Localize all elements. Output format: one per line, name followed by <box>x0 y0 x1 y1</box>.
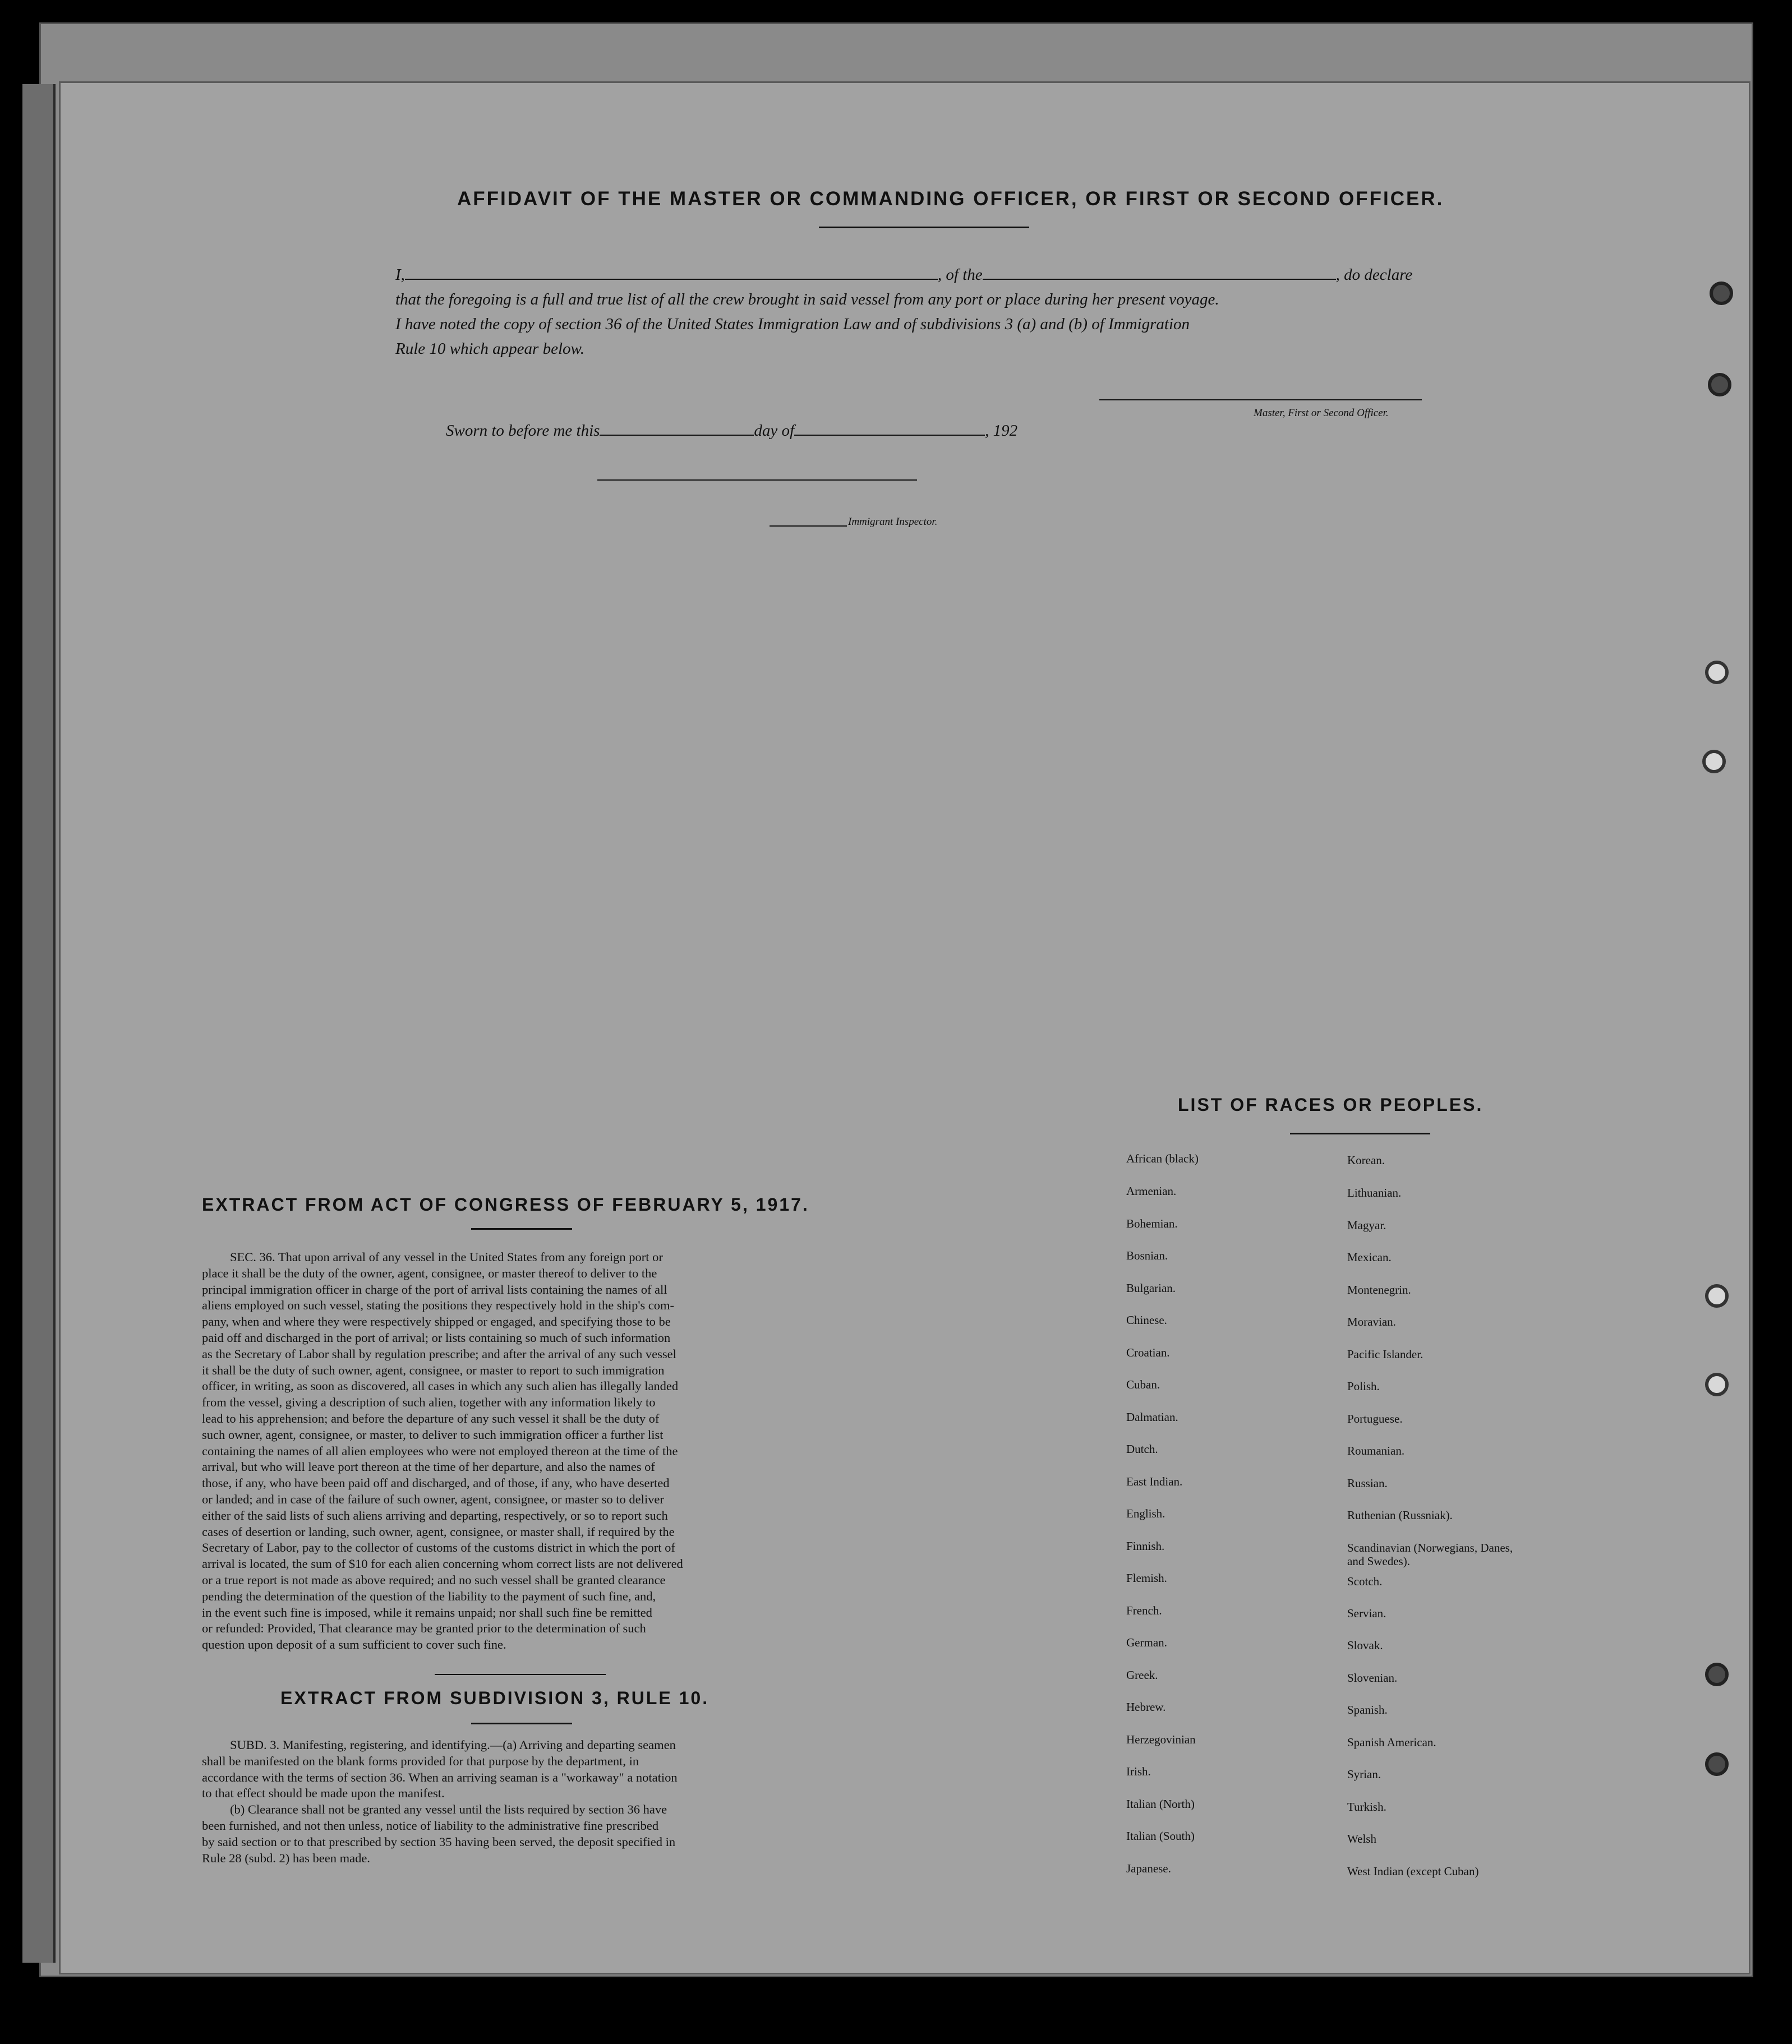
race-item: Magyar. <box>1347 1219 1386 1232</box>
races-title-rule <box>1290 1133 1430 1134</box>
race-item: Spanish. <box>1347 1703 1388 1717</box>
punch-hole-icon <box>1705 1373 1729 1396</box>
rule-line: SUBD. 3. Manifesting, registering, and identifying.—(a) Arriving and departing seamen <box>230 1738 676 1752</box>
section-divider <box>435 1674 606 1675</box>
sworn-prefix: Sworn to before me this <box>446 422 600 440</box>
inspector-signature-line <box>597 479 917 481</box>
act-line: pany, when and where they were respectively shipped or engaged, and specifying those to be <box>202 1314 671 1329</box>
race-item: Ruthenian (Russniak). <box>1347 1508 1453 1522</box>
act-line: paid off and discharged in the port of arrival; or lists containing so much of such information <box>202 1330 671 1345</box>
race-item: Slovenian. <box>1347 1671 1398 1685</box>
affidavit-title: AFFIDAVIT OF THE MASTER OR COMMANDING OFFICER, OR FIRST OR SECOND OFFICER. <box>457 188 1444 210</box>
month-blank <box>794 433 985 436</box>
race-item: Greek. <box>1126 1668 1158 1682</box>
race-item: Italian (South) <box>1126 1829 1195 1843</box>
declaration-line-2: that the foregoing is a full and true list of all the crew brought in said vessel from any port or place during her present voyage. <box>395 290 1219 308</box>
rule-line: been furnished, and not then unless, notice of liability to the administrative fine prescribed <box>202 1818 659 1833</box>
race-item: Turkish. <box>1347 1800 1386 1814</box>
binding-edge <box>22 84 56 1963</box>
race-item: Montenegrin. <box>1347 1283 1411 1296</box>
day-of-text: day of <box>754 422 795 440</box>
declaration-line-1 <box>395 262 1450 287</box>
race-item: Italian (North) <box>1126 1797 1195 1811</box>
race-item: Polish. <box>1347 1379 1380 1393</box>
name-blank <box>405 278 938 280</box>
act-line: as the Secretary of Labor shall by regulation prescribe; and after the arrival of any such vessel <box>202 1346 676 1361</box>
signature-line <box>1099 399 1422 400</box>
act-line: aliens employed on such vessel, stating the positions they respectively hold in the ship's com- <box>202 1298 675 1313</box>
act-line: those, if any, who have been paid off and discharged, and of those, if any, who have deserted <box>202 1476 670 1491</box>
race-item: German. <box>1126 1636 1167 1649</box>
race-item: Pacific Islander. <box>1347 1348 1424 1361</box>
rule-line: by said section or to that prescribed by section 35 having been served, the deposit specified in <box>202 1834 676 1849</box>
race-item: Croatian. <box>1126 1346 1170 1359</box>
act-line: officer, in writing, as soon as discovered, all cases in which any such alien has illegally landed <box>202 1379 679 1394</box>
punch-hole-icon <box>1708 373 1731 396</box>
race-item: Scotch. <box>1347 1575 1383 1588</box>
act-line: pending the determination of the question of the liability to the payment of such fine, and, <box>202 1589 656 1603</box>
race-item: Slovak. <box>1347 1639 1383 1652</box>
race-item: Roumanian. <box>1347 1444 1405 1457</box>
declaration-line-4: Rule 10 which appear below. <box>395 340 584 358</box>
race-item: Flemish. <box>1126 1571 1167 1585</box>
day-blank <box>600 433 754 436</box>
punch-hole-icon <box>1705 661 1729 684</box>
year-text: , 192 <box>985 422 1018 440</box>
act-line: question upon deposit of a sum sufficient to cover such fine. <box>202 1637 506 1652</box>
race-item: Mexican. <box>1347 1251 1392 1264</box>
title-rule <box>819 227 1029 228</box>
rule-line: Rule 28 (subd. 2) has been made. <box>202 1851 370 1865</box>
rule-line: to that effect should be made upon the manifest. <box>202 1786 445 1801</box>
race-item: Dutch. <box>1126 1442 1158 1456</box>
race-item: Russian. <box>1347 1477 1388 1490</box>
race-item: West Indian (except Cuban) <box>1347 1865 1479 1878</box>
race-item: Lithuanian. <box>1347 1186 1402 1199</box>
inspector-label: Immigrant Inspector. <box>848 516 938 528</box>
act-line: arrival, but who will leave port thereon at the time of her departure, and also the names of <box>202 1460 655 1474</box>
rule-title-rule <box>471 1723 572 1724</box>
rule-extract-body <box>202 1737 824 1866</box>
act-line: either of the said lists of such aliens arriving and departing, respectively, or so to report such <box>202 1508 668 1522</box>
act-line: place it shall be the duty of the owner, agent, consignee, or master thereof to deliver to the <box>202 1266 657 1280</box>
act-line: in the event such fine is imposed, while it remains unpaid; nor shall such fine be remitted <box>202 1605 652 1619</box>
race-item: Bohemian. <box>1126 1217 1178 1230</box>
rule-line: (b) Clearance shall not be granted any vessel until the lists required by section 36 have <box>230 1802 667 1817</box>
act-extract-title: EXTRACT FROM ACT OF CONGRESS OF FEBRUARY 5, 1917. <box>202 1194 809 1215</box>
act-line: arrival is located, the sum of $10 for each alien concerning whom correct lists are not delivered <box>202 1557 683 1571</box>
race-item: Hebrew. <box>1126 1700 1166 1714</box>
act-line: principal immigration officer in charge of the port of arrival lists containing the names of all <box>202 1282 667 1296</box>
race-item: African (black) <box>1126 1152 1199 1165</box>
race-item: French. <box>1126 1604 1162 1617</box>
act-line: such owner, agent, consignee, or master, to deliver to such immigration officer a further list <box>202 1427 664 1442</box>
race-item: Scandinavian (Norwegians, Danes, and Swedes). <box>1347 1541 1513 1568</box>
race-item: Herzegovinian <box>1126 1733 1196 1746</box>
act-line: Secretary of Labor, pay to the collector of customs of the customs district in which the port of <box>202 1540 675 1555</box>
race-item: Irish. <box>1126 1765 1151 1778</box>
act-line: lead to his apprehension; and before the departure of any such vessel it shall be the duty of <box>202 1411 660 1425</box>
punch-hole-icon <box>1705 1284 1729 1308</box>
punch-hole-icon <box>1710 282 1733 305</box>
race-item: Spanish American. <box>1347 1736 1436 1749</box>
race-item: Servian. <box>1347 1607 1386 1620</box>
act-line: or refunded: Provided, That clearance may be granted prior to the determination of such <box>202 1621 646 1636</box>
race-item: Bulgarian. <box>1126 1281 1176 1295</box>
punch-hole-icon <box>1705 1663 1729 1686</box>
race-item: Bosnian. <box>1126 1249 1168 1262</box>
declaration-line-3: I have noted the copy of section 36 of the United States Immigration Law and of subdivisions 3 (a) and (b) of Immigration <box>395 315 1190 333</box>
of-the-text: , of the <box>937 266 983 284</box>
race-item: Moravian. <box>1347 1315 1396 1328</box>
race-item: English. <box>1126 1507 1166 1520</box>
act-line: SEC. 36. That upon arrival of any vessel in the United States from any foreign port or <box>230 1250 663 1264</box>
act-line: it shall be the duty of such owner, agent, consignee, or master to report to such immigration <box>202 1363 665 1377</box>
declarant-prefix: I, <box>395 266 405 284</box>
act-extract-body <box>202 1249 824 1653</box>
race-item: Armenian. <box>1126 1184 1177 1198</box>
rule-extract-title: EXTRACT FROM SUBDIVISION 3, RULE 10. <box>280 1688 710 1708</box>
rule-line: shall be manifested on the blank forms provided for that purpose by the department, in <box>202 1754 639 1768</box>
act-line: or a true report is not made as above required; and no such vessel shall be granted clearance <box>202 1572 666 1587</box>
vessel-blank <box>983 278 1336 280</box>
race-item: East Indian. <box>1126 1475 1183 1488</box>
race-item: Cuban. <box>1126 1378 1160 1391</box>
affidavit-declaration <box>395 262 1450 361</box>
punch-hole-icon <box>1705 1752 1729 1776</box>
punch-hole-icon <box>1702 750 1726 773</box>
race-item: Korean. <box>1347 1154 1385 1167</box>
act-line: containing the names of all alien employees who were not employed thereon at the time of the <box>202 1443 678 1458</box>
do-declare-text: , do declare <box>1335 266 1413 284</box>
race-item: Finnish. <box>1126 1539 1165 1553</box>
race-item: Dalmatian. <box>1126 1410 1178 1424</box>
rule-line: accordance with the terms of section 36. When an arriving seaman is a "workaway" a notation <box>202 1770 678 1784</box>
act-title-rule <box>471 1228 572 1230</box>
sworn-line <box>446 422 1017 440</box>
race-item: Welsh <box>1347 1832 1376 1845</box>
race-item: Chinese. <box>1126 1313 1167 1327</box>
act-line: or landed; and in case of the failure of such owner, agent, consignee, or master so to deliver <box>202 1492 664 1506</box>
races-title: LIST OF RACES OR PEOPLES. <box>1178 1095 1484 1115</box>
inspector-short-line <box>770 525 847 527</box>
race-item: Japanese. <box>1126 1862 1171 1875</box>
race-item: Portuguese. <box>1347 1412 1403 1425</box>
act-line: from the vessel, giving a description of such alien, together with any information likely to <box>202 1395 656 1410</box>
race-item: Syrian. <box>1347 1768 1381 1781</box>
act-line: cases of desertion or landing, such owner, agent, consignee, or master shall, if required by the <box>202 1524 675 1539</box>
signature-label: Master, First or Second Officer. <box>1254 407 1389 419</box>
